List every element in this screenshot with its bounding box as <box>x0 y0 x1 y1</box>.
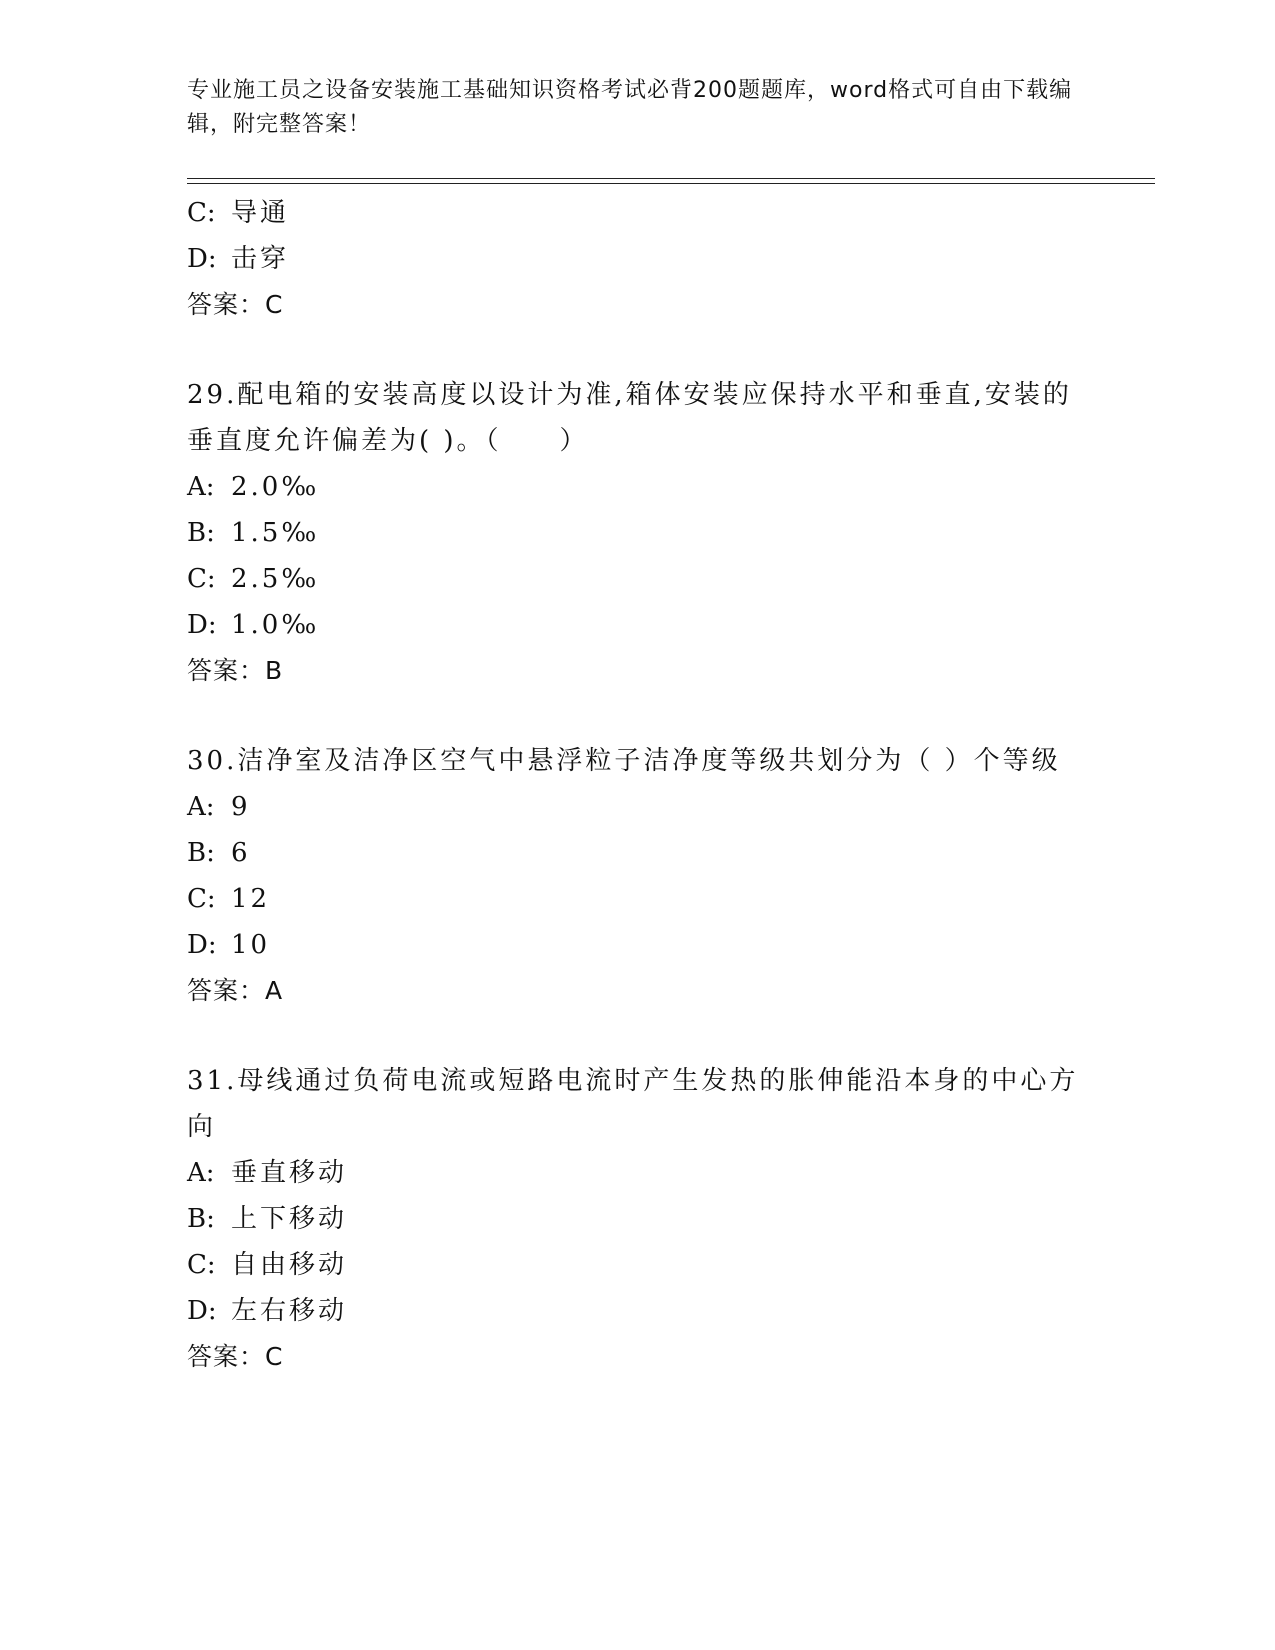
document-header <box>187 74 1087 142</box>
option-text: 导通 <box>231 198 290 228</box>
option-key: A: <box>187 472 215 502</box>
header-divider-bottom <box>187 183 1155 184</box>
option-c <box>187 876 1087 922</box>
question-29 <box>187 372 1087 694</box>
option-text: 6 <box>231 838 251 868</box>
question-text: 29.配电箱的安装高度以设计为准,箱体安装应保持水平和垂直,安装的垂直度允许偏差为( )。（ ） <box>187 380 1072 456</box>
question-text: 30.洁净室及洁净区空气中悬浮粒子洁净度等级共划分为（ ）个等级 <box>187 746 1061 776</box>
option-d <box>187 602 1087 648</box>
option-key: D: <box>187 610 217 640</box>
option-text: 12 <box>231 884 271 914</box>
option-b <box>187 1196 1087 1242</box>
header-divider-top <box>187 178 1155 179</box>
option-text: 10 <box>231 930 271 960</box>
option-text: 上下移动 <box>231 1204 348 1234</box>
option-b <box>187 510 1087 556</box>
option-b <box>187 830 1087 876</box>
option-key: D: <box>187 1296 217 1326</box>
option-key: C: <box>187 884 216 914</box>
option-key: B: <box>187 838 215 868</box>
option-key: D: <box>187 244 217 274</box>
option-c <box>187 190 1087 236</box>
question-31 <box>187 1058 1087 1380</box>
option-key: D: <box>187 930 217 960</box>
option-c <box>187 556 1087 602</box>
option-text: 自由移动 <box>231 1250 348 1280</box>
option-key: B: <box>187 518 215 548</box>
option-key: C: <box>187 1250 216 1280</box>
option-c <box>187 1242 1087 1288</box>
option-text: 左右移动 <box>231 1296 348 1326</box>
question-text: 31.母线通过负荷电流或短路电流时产生发热的胀伸能沿本身的中心方向 <box>187 1066 1079 1142</box>
option-text: 9 <box>231 792 251 822</box>
option-key: C: <box>187 564 216 594</box>
option-a <box>187 1150 1087 1196</box>
answer-line: 答案：B <box>187 656 284 685</box>
option-a <box>187 464 1087 510</box>
document-title: 专业施工员之设备安装施工基础知识资格考试必背200题题库，word格式可自由下载编辑，附完整答案！ <box>187 78 1073 137</box>
option-text: 1.0‰ <box>231 610 320 640</box>
option-text: 2.0‰ <box>231 472 320 502</box>
option-d <box>187 1288 1087 1334</box>
question-28-continuation <box>187 190 1087 328</box>
option-text: 击穿 <box>231 244 290 274</box>
option-d <box>187 922 1087 968</box>
option-a <box>187 784 1087 830</box>
answer-line: 答案：C <box>187 290 284 319</box>
question-30 <box>187 738 1087 1014</box>
question-list <box>187 190 1087 1380</box>
option-d <box>187 236 1087 282</box>
option-key: A: <box>187 1158 215 1188</box>
answer-line: 答案：A <box>187 976 284 1005</box>
option-key: B: <box>187 1204 215 1234</box>
option-text: 垂直移动 <box>231 1158 348 1188</box>
option-key: C: <box>187 198 216 228</box>
option-text: 2.5‰ <box>231 564 320 594</box>
option-key: A: <box>187 792 215 822</box>
option-text: 1.5‰ <box>231 518 320 548</box>
answer-line: 答案：C <box>187 1342 284 1371</box>
